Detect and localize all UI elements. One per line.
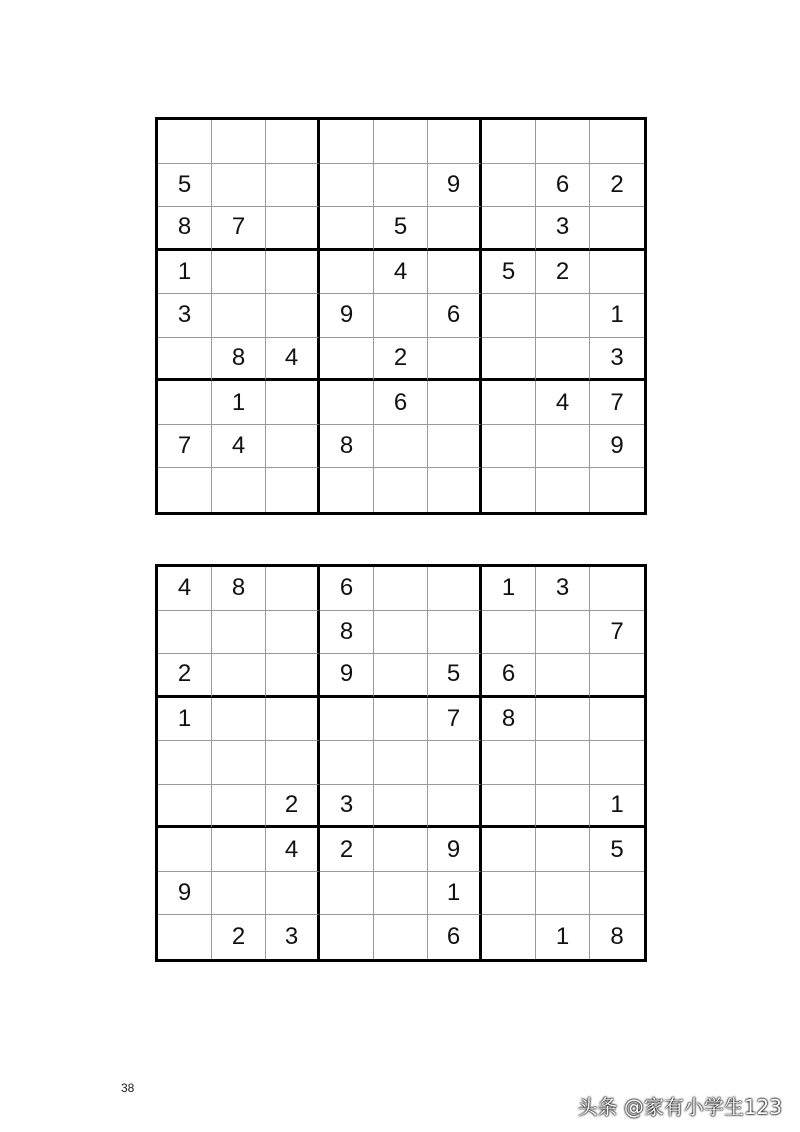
sudoku-grid-2 xyxy=(155,564,647,962)
sudoku-cell xyxy=(482,120,536,164)
sudoku-cell: 7 xyxy=(590,381,644,425)
sudoku-cell xyxy=(428,425,482,469)
sudoku-cell: 2 xyxy=(266,785,320,829)
sudoku-cell: 1 xyxy=(158,698,212,742)
sudoku-cell: 4 xyxy=(158,567,212,611)
sudoku-cell xyxy=(266,294,320,338)
page-number: 38 xyxy=(121,1081,135,1095)
sudoku-cell xyxy=(266,164,320,208)
sudoku-cell xyxy=(374,741,428,785)
sudoku-cell xyxy=(374,872,428,916)
sudoku-cell xyxy=(374,120,428,164)
sudoku-cell xyxy=(320,338,374,382)
sudoku-cell xyxy=(374,654,428,698)
sudoku-cell xyxy=(266,698,320,742)
sudoku-cell: 3 xyxy=(320,785,374,829)
sudoku-cell: 8 xyxy=(610,923,624,951)
sudoku-cell: 8 xyxy=(482,698,536,742)
sudoku-cell xyxy=(482,381,536,425)
sudoku-cell xyxy=(482,611,536,655)
sudoku-cell: 5 xyxy=(428,654,482,698)
sudoku-cell xyxy=(536,698,590,742)
sudoku-cell xyxy=(428,611,482,655)
sudoku-cell xyxy=(374,785,428,829)
sudoku-cell: 5 xyxy=(482,251,536,295)
sudoku-cell xyxy=(212,872,266,916)
sudoku-cell xyxy=(266,567,320,611)
sudoku-cell xyxy=(536,425,590,469)
sudoku-cell xyxy=(428,251,482,295)
sudoku-cell xyxy=(374,915,428,959)
sudoku-cell xyxy=(158,611,212,655)
sudoku-cell xyxy=(374,611,428,655)
sudoku-cell xyxy=(482,741,536,785)
sudoku-cell: 5 xyxy=(158,164,212,208)
sudoku-cell: 8 xyxy=(320,611,374,655)
sudoku-cell xyxy=(536,654,590,698)
sudoku-cell: 9 xyxy=(158,872,212,916)
sudoku-cell: 9 xyxy=(320,294,374,338)
sudoku-cell xyxy=(266,120,320,164)
sudoku-cell xyxy=(212,164,266,208)
sudoku-cell xyxy=(212,698,266,742)
sudoku-cell xyxy=(590,120,644,164)
sudoku-cell: 9 xyxy=(320,654,374,698)
sudoku-cell xyxy=(482,164,536,208)
sudoku-cell: 3 xyxy=(590,338,644,382)
sudoku-cell: 6 xyxy=(428,915,482,959)
sudoku-cell xyxy=(212,294,266,338)
sudoku-cell xyxy=(212,828,266,872)
sudoku-cell xyxy=(482,425,536,469)
sudoku-cell: 3 xyxy=(536,207,590,251)
sudoku-cell xyxy=(266,611,320,655)
sudoku-cell xyxy=(590,251,644,295)
sudoku-cell xyxy=(212,120,266,164)
sudoku-cell xyxy=(536,828,590,872)
sudoku-cell: 9 xyxy=(428,164,482,208)
sudoku-cell xyxy=(320,698,374,742)
sudoku-cell xyxy=(536,338,590,382)
sudoku-cell: 8 xyxy=(212,338,266,382)
sudoku-cell xyxy=(590,741,644,785)
sudoku-cell: 1 xyxy=(428,872,482,916)
sudoku-grid-1 xyxy=(155,117,647,515)
sudoku-cell xyxy=(428,741,482,785)
sudoku-cell: 2 xyxy=(212,915,266,959)
sudoku-cell: 9 xyxy=(590,425,644,469)
sudoku-cell xyxy=(266,425,320,469)
sudoku-cell xyxy=(320,251,374,295)
sudoku-cell xyxy=(266,872,320,916)
sudoku-cell: 2 xyxy=(374,338,428,382)
sudoku-cell: 5 xyxy=(374,207,428,251)
sudoku-cell xyxy=(266,251,320,295)
sudoku-cell xyxy=(374,294,428,338)
sudoku-cell xyxy=(482,872,536,916)
sudoku-cell xyxy=(212,785,266,829)
sudoku-cell xyxy=(266,741,320,785)
sudoku-cell: 5 xyxy=(590,828,644,872)
sudoku-cell xyxy=(266,468,320,512)
sudoku-cell xyxy=(374,698,428,742)
sudoku-cell xyxy=(212,741,266,785)
sudoku-cell: 4 xyxy=(266,828,320,872)
sudoku-cell xyxy=(482,915,536,959)
sudoku-cell xyxy=(482,785,536,829)
sudoku-cell xyxy=(482,828,536,872)
sudoku-cell xyxy=(212,468,266,512)
sudoku-cell: 4 xyxy=(212,425,266,469)
sudoku-cell: 6 xyxy=(320,567,374,611)
sudoku-cell xyxy=(482,294,536,338)
sudoku-cell xyxy=(536,611,590,655)
sudoku-cell xyxy=(428,338,482,382)
sudoku-cell: 7 xyxy=(212,207,266,251)
sudoku-cell: 7 xyxy=(590,611,644,655)
sudoku-cell: 4 xyxy=(374,251,428,295)
sudoku-cell xyxy=(158,468,212,512)
sudoku-cell: 7 xyxy=(428,698,482,742)
sudoku-cell xyxy=(536,120,590,164)
sudoku-cell: 2 xyxy=(320,828,374,872)
sudoku-cell xyxy=(320,915,374,959)
sudoku-cell: 2 xyxy=(536,251,590,295)
sudoku-cell xyxy=(482,338,536,382)
sudoku-cell xyxy=(374,468,428,512)
sudoku-cell xyxy=(320,872,374,916)
sudoku-cell: 9 xyxy=(428,828,482,872)
sudoku-cell: 1 xyxy=(590,785,644,829)
sudoku-cell xyxy=(320,381,374,425)
watermark: 头条 @家有小学生123 xyxy=(577,1095,782,1119)
sudoku-cell xyxy=(212,251,266,295)
sudoku-cell: 3 xyxy=(536,567,590,611)
sudoku-cell xyxy=(266,381,320,425)
sudoku-cell xyxy=(158,741,212,785)
sudoku-cell: 6 xyxy=(482,654,536,698)
sudoku-cell: 7 xyxy=(158,425,212,469)
sudoku-cell: 2 xyxy=(158,654,212,698)
sudoku-cell xyxy=(428,381,482,425)
sudoku-cell xyxy=(320,741,374,785)
sudoku-cell xyxy=(428,785,482,829)
sudoku-cell: 1 xyxy=(158,251,212,295)
sudoku-cell: 8 xyxy=(212,567,266,611)
sudoku-cell xyxy=(158,915,212,959)
sudoku-cell: 3 xyxy=(266,915,320,959)
sudoku-cell xyxy=(428,207,482,251)
sudoku-cell: 1 xyxy=(482,567,536,611)
sudoku-cell xyxy=(158,120,212,164)
sudoku-cell: 6 xyxy=(428,294,482,338)
sudoku-cell xyxy=(482,468,536,512)
sudoku-cell: 1 xyxy=(590,294,644,338)
sudoku-cell xyxy=(590,468,644,512)
sudoku-cell: 8 xyxy=(320,425,374,469)
sudoku-cell xyxy=(536,785,590,829)
sudoku-cell xyxy=(158,381,212,425)
sudoku-cell: 4 xyxy=(266,338,320,382)
sudoku-cell xyxy=(374,164,428,208)
sudoku-cell xyxy=(482,207,536,251)
sudoku-cell: 3 xyxy=(158,294,212,338)
sudoku-cell: 4 xyxy=(536,381,590,425)
sudoku-cell xyxy=(374,425,428,469)
sudoku-cell xyxy=(590,872,644,916)
sudoku-cell xyxy=(320,468,374,512)
sudoku-cell xyxy=(536,294,590,338)
sudoku-cell: 8 xyxy=(158,207,212,251)
sudoku-cell xyxy=(158,785,212,829)
sudoku-cell xyxy=(212,654,266,698)
sudoku-cell: 1 xyxy=(536,915,590,959)
sudoku-cell: 2 xyxy=(590,164,644,208)
sudoku-cell xyxy=(536,741,590,785)
sudoku-cell xyxy=(590,654,644,698)
sudoku-cell: 6 xyxy=(374,381,428,425)
sudoku-cell: 1 xyxy=(212,381,266,425)
sudoku-cell xyxy=(428,468,482,512)
sudoku-cell xyxy=(212,611,266,655)
sudoku-cell xyxy=(320,164,374,208)
sudoku-cell xyxy=(428,567,482,611)
sudoku-cell xyxy=(590,698,644,742)
sudoku-cell xyxy=(590,207,644,251)
sudoku-cell xyxy=(374,567,428,611)
sudoku-cell xyxy=(158,828,212,872)
sudoku-cell xyxy=(374,828,428,872)
sudoku-cell xyxy=(590,567,644,611)
sudoku-cell xyxy=(158,338,212,382)
sudoku-cell xyxy=(266,654,320,698)
sudoku-cell xyxy=(536,468,590,512)
sudoku-cell xyxy=(428,120,482,164)
sudoku-cell: 6 xyxy=(536,164,590,208)
sudoku-cell xyxy=(320,207,374,251)
sudoku-cell xyxy=(536,872,590,916)
sudoku-cell xyxy=(266,207,320,251)
sudoku-cell xyxy=(320,120,374,164)
